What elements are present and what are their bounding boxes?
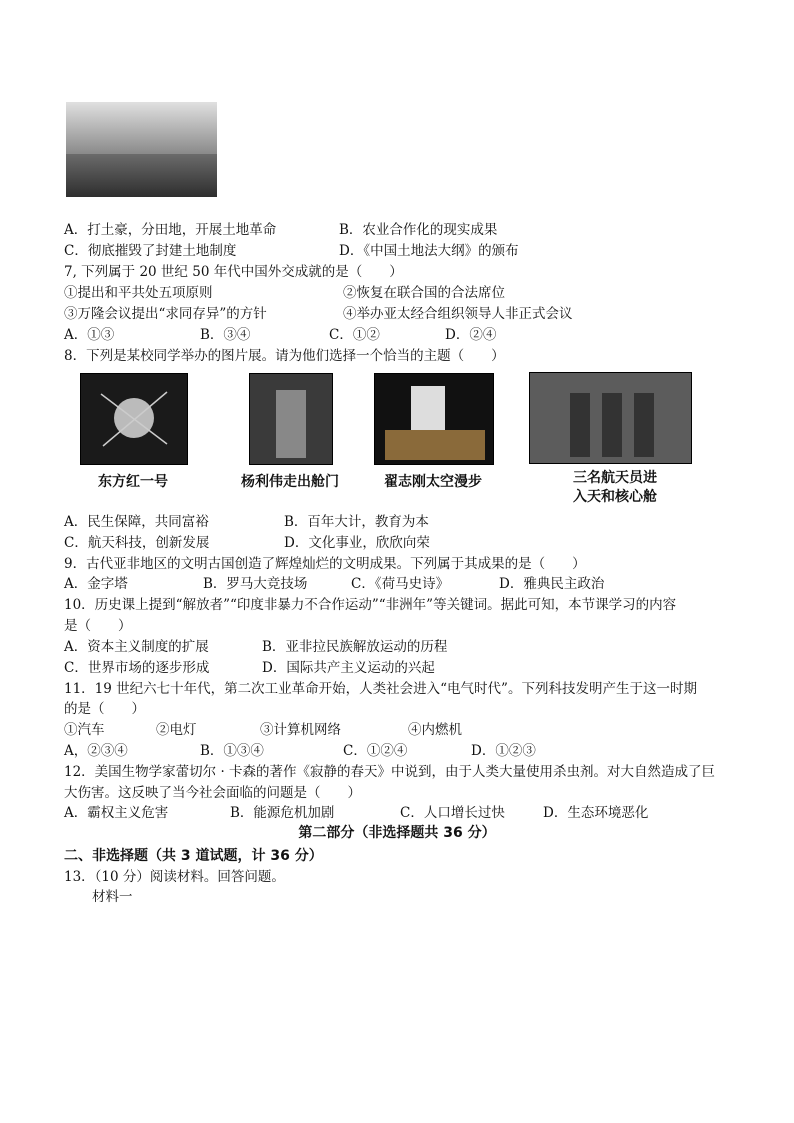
- q11-item-3: ③计算机网络: [260, 722, 341, 738]
- q7-stem: 7, 下列属于 20 世纪 50 年代中国外交成就的是（ ）: [64, 264, 403, 280]
- q8-option-a: A．民生保障，共同富裕: [64, 514, 209, 530]
- q10-option-c: C．世界市场的逐步形成: [64, 660, 210, 676]
- q7-item-1: ①提出和平共处五项原则: [64, 285, 213, 301]
- q7-option-b: B．③④: [200, 327, 251, 343]
- q11-option-b: B．①③④: [200, 743, 264, 759]
- q11-option-c: C．①②④: [343, 743, 408, 759]
- caption-zhai-zhigang: 翟志刚太空漫步: [384, 474, 482, 490]
- q9-stem: 9．古代亚非地区的文明古国创造了辉煌灿烂的文明成果。下列属于其成果的是（ ）: [64, 556, 586, 572]
- q9-option-a: A．金字塔: [64, 576, 128, 592]
- q7-option-d: D．②④: [445, 327, 497, 343]
- q13-stem: 13．（10 分）阅读材料。回答问题。: [64, 869, 285, 885]
- q10-option-b: B．亚非拉民族解放运动的历程: [262, 639, 448, 655]
- section-heading: 二、非选择题（共 3 道试题，计 36 分）: [64, 848, 323, 864]
- satellite-photo: [80, 373, 188, 465]
- caption-yang-liwei: 杨利伟走出舱门: [241, 474, 339, 490]
- caption-tianhe-line1: 三名航天员进: [573, 470, 657, 486]
- q9-option-c: C．《荷马史诗》: [351, 576, 450, 592]
- q12-stem-line2: 大伤害。这反映了当今社会面临的问题是（ ）: [64, 785, 361, 801]
- caption-tianhe-line2: 入天和核心舱: [573, 489, 657, 505]
- q7-item-3: ③万隆会议提出“求同存异”的方针: [64, 306, 267, 322]
- material-one-label: 材料一: [92, 889, 133, 905]
- q7-item-2: ②恢复在联合国的合法席位: [343, 285, 505, 301]
- land-reform-photo: [66, 102, 217, 197]
- spacewalk-photo: [374, 373, 494, 465]
- tianhe-astronauts-photo: [529, 372, 692, 464]
- q8-stem: 8．下列是某校同学举办的图片展。请为他们选择一个恰当的主题（ ）: [64, 348, 505, 364]
- part2-heading: 第二部分（非选择题共 36 分）: [298, 825, 496, 841]
- q9-option-b: B．罗马大竞技场: [203, 576, 308, 592]
- q6-option-b: B．农业合作化的现实成果: [339, 222, 498, 238]
- q6-option-c: C．彻底摧毁了封建土地制度: [64, 243, 237, 259]
- q10-stem-line2: 是（ ）: [64, 618, 132, 634]
- q10-option-d: D．国际共产主义运动的兴起: [262, 660, 435, 676]
- q10-option-a: A．资本主义制度的扩展: [64, 639, 209, 655]
- q11-option-d: D．①②③: [471, 743, 536, 759]
- q7-option-c: C．①②: [329, 327, 380, 343]
- q11-option-a: A，②③④: [64, 743, 128, 759]
- q11-stem-line2: 的是（ ）: [64, 701, 145, 717]
- q11-item-2: ②电灯: [156, 722, 197, 738]
- q7-item-4: ④举办亚太经合组织领导人非正式会议: [343, 306, 573, 322]
- q6-option-a: A．打土豪，分田地，开展土地革命: [64, 222, 277, 238]
- q8-option-b: B．百年大计，教育为本: [284, 514, 429, 530]
- q12-option-b: B．能源危机加剧: [230, 805, 335, 821]
- q9-option-d: D．雅典民主政治: [499, 576, 605, 592]
- q12-option-d: D．生态环境恶化: [543, 805, 649, 821]
- q7-option-a: A．①③: [64, 327, 115, 343]
- q8-option-c: C．航天科技，创新发展: [64, 535, 210, 551]
- q6-option-d: D．《中国土地法大纲》的颁布: [339, 243, 519, 259]
- q10-stem-line1: 10．历史课上提到“解放者”“印度非暴力不合作运动”“非洲年”等关键词。据此可知，本节课学习的内容: [64, 597, 677, 613]
- q12-stem-line1: 12．美国生物学家蕾切尔 · 卡森的著作《寂静的春天》中说到，由于人类大量使用杀虫剂。对大自然造成了巨: [64, 764, 716, 780]
- caption-dongfanghong: 东方红一号: [98, 474, 168, 490]
- q11-item-4: ④内燃机: [408, 722, 462, 738]
- yang-liwei-photo: [249, 373, 333, 465]
- q12-option-c: C．人口增长过快: [400, 805, 505, 821]
- q11-stem-line1: 11．19 世纪六七十年代，第二次工业革命开始，人类社会进入“电气时代”。下列科技发明产生于这一时期: [64, 681, 697, 697]
- q11-item-1: ①汽车: [64, 722, 105, 738]
- q12-option-a: A．霸权主义危害: [64, 805, 169, 821]
- q8-option-d: D．文化事业，欣欣向荣: [284, 535, 430, 551]
